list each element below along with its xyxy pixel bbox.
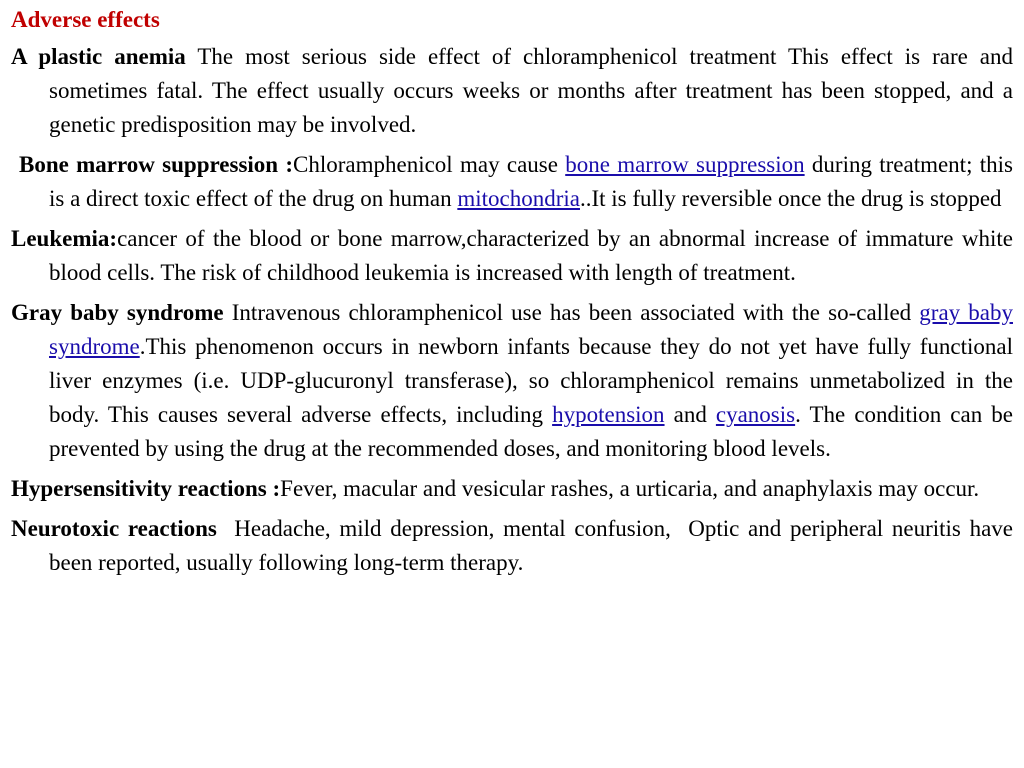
term-neurotoxic-reactions: Neurotoxic reactions	[11, 516, 217, 541]
text-hypersensitivity: Fever, macular and vesicular rashes, a urticaria, and anaphylaxis may occur.	[280, 476, 980, 501]
link-gray-baby-syndrome[interactable]: gray baby syndrome	[49, 300, 1013, 359]
entry-gray-baby-syndrome	[11, 296, 1013, 466]
text-bone-marrow-1: Chloramphenicol may cause	[293, 152, 566, 177]
text-gray-baby-3: and	[664, 402, 716, 427]
text-gray-baby-2: .This phenomenon occurs in newborn infants because they do not yet have fully functional liver enzymes (i.e. UDP-glucuronyl transferase), so chloramphenicol remains unmetabolized in the body. This causes several adverse effects, including	[49, 334, 1013, 427]
term-bone-marrow-suppression: Bone marrow suppression :	[19, 152, 294, 177]
entry-leukemia	[11, 222, 1013, 290]
entry-hypersensitivity-reactions	[11, 472, 1013, 506]
term-aplastic-anemia: A plastic anemia	[11, 44, 186, 69]
link-hypotension[interactable]: hypotension	[552, 402, 665, 427]
text-gray-baby-1: Intravenous chloramphenicol use has been associated with the so-called	[223, 300, 920, 325]
text-bone-marrow-2: during treatment; this is a direct toxic effect of the drug on human	[49, 152, 1013, 211]
text-gray-baby-4: . The condition can be prevented by using the drug at the recommended doses, and monitoring blood levels.	[49, 402, 1013, 461]
term-hypersensitivity-reactions: Hypersensitivity reactions :	[11, 476, 281, 501]
link-cyanosis[interactable]: cyanosis	[715, 402, 796, 427]
term-leukemia: Leukemia:	[11, 226, 118, 251]
page-title: Adverse effects	[11, 7, 160, 32]
entry-neurotoxic-reactions	[11, 512, 1019, 580]
text-neurotoxic: Headache, mild depression, mental confusion, Optic and peripheral neuritis have been reported, usually following long-term therapy.	[49, 516, 1019, 575]
link-bone-marrow-suppression[interactable]: bone marrow suppression	[565, 152, 805, 177]
entry-aplastic-anemia	[11, 40, 1013, 142]
link-mitochondria[interactable]: mitochondria	[457, 186, 580, 211]
text-aplastic-anemia: The most serious side effect of chloramphenicol treatment This effect is rare and sometimes fatal. The effect usually occurs weeks or months after treatment has been stopped, and a genetic predisposition may be involved.	[49, 44, 1014, 137]
text-bone-marrow-3: ..It is fully reversible once the drug is stopped	[579, 186, 1002, 211]
entry-bone-marrow-suppression	[11, 148, 1013, 216]
term-gray-baby-syndrome: Gray baby syndrome	[11, 300, 224, 325]
text-leukemia: cancer of the blood or bone marrow,characterized by an abnormal increase of immature white blood cells. The risk of childhood leukemia is increased with length of treatment.	[49, 226, 1013, 285]
